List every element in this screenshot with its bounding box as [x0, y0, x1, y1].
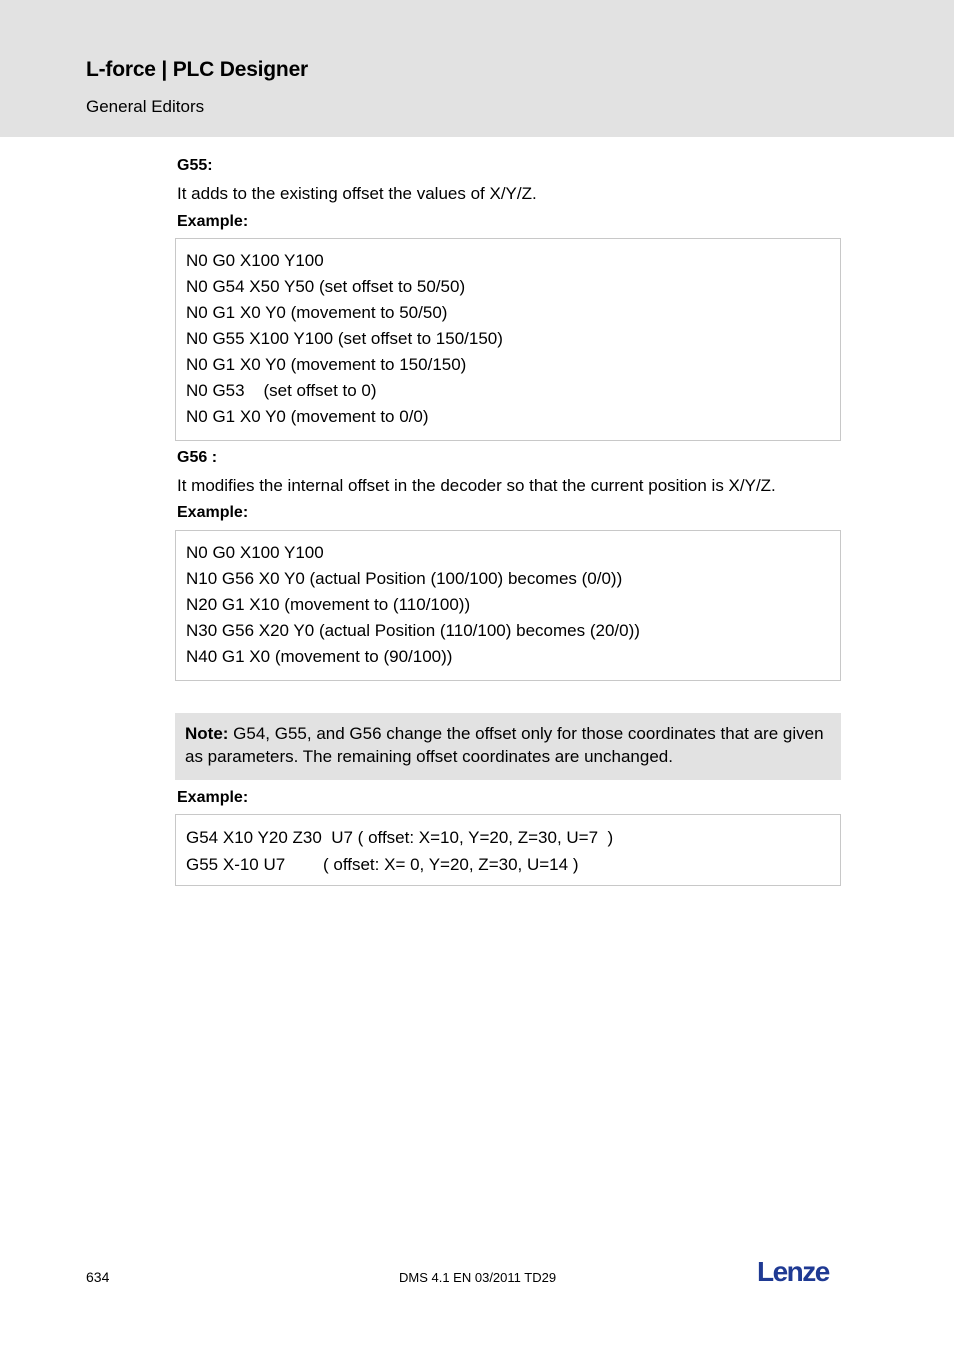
note-label: Note:: [185, 724, 229, 743]
code-line: N0 G55 X100 Y100 (set offset to 150/150): [186, 329, 503, 348]
code-line: G54 X10 Y20 Z30 U7 ( offset: X=10, Y=20, Z=30, U=7 ): [186, 828, 614, 847]
code-line: N0 G53 (set offset to 0): [186, 381, 377, 400]
note-text: G54, G55, and G56 change the offset only for those coordinates that are given as parameters. The remaining offset coordinates are unchanged.: [185, 724, 824, 766]
g56-description: It modifies the internal offset in the decoder so that the current position is X/Y/Z.: [177, 476, 776, 495]
g55-code-box: [175, 238, 841, 441]
lenze-logo: [757, 1256, 839, 1291]
document-title: L-force | PLC Designer: [86, 58, 309, 81]
code-line: G55 X-10 U7 ( offset: X= 0, Y=20, Z=30, U=14 ): [186, 855, 579, 874]
logo-text: Lenze: [757, 1256, 829, 1286]
code-line: N20 G1 X10 (movement to (110/100)): [186, 595, 471, 614]
g55-example-label: Example:: [177, 213, 249, 230]
section-subtitle: General Editors: [86, 97, 205, 116]
page-number: 634: [86, 1269, 110, 1285]
example3-label: Example:: [177, 789, 249, 806]
code-line: N0 G1 X0 Y0 (movement to 0/0): [186, 407, 429, 426]
g56-code-box: [175, 530, 841, 681]
lenze-logo-graphic: [757, 1256, 839, 1286]
code-line: N0 G54 X50 Y50 (set offset to 50/50): [186, 277, 466, 296]
code-line: N0 G0 X100 Y100: [186, 251, 324, 270]
code-line: N40 G1 X0 (movement to (90/100)): [186, 647, 453, 666]
g55-description: It adds to the existing offset the values of X/Y/Z.: [177, 184, 537, 203]
page-header: [0, 0, 954, 137]
note-box: [175, 713, 841, 780]
g56-heading: G56 :: [177, 449, 218, 466]
code-line: N0 G1 X0 Y0 (movement to 150/150): [186, 355, 467, 374]
code-line: N0 G0 X100 Y100: [186, 543, 324, 562]
g55-heading: G55:: [177, 157, 213, 174]
document-reference: DMS 4.1 EN 03/2011 TD29: [399, 1270, 557, 1285]
g56-example-label: Example:: [177, 504, 249, 521]
code-line: N0 G1 X0 Y0 (movement to 50/50): [186, 303, 448, 322]
example3-code-box: [175, 814, 841, 886]
code-line: N10 G56 X0 Y0 (actual Position (100/100) becomes (0/0)): [186, 569, 623, 588]
code-line: N30 G56 X20 Y0 (actual Position (110/100) becomes (20/0)): [186, 621, 640, 640]
